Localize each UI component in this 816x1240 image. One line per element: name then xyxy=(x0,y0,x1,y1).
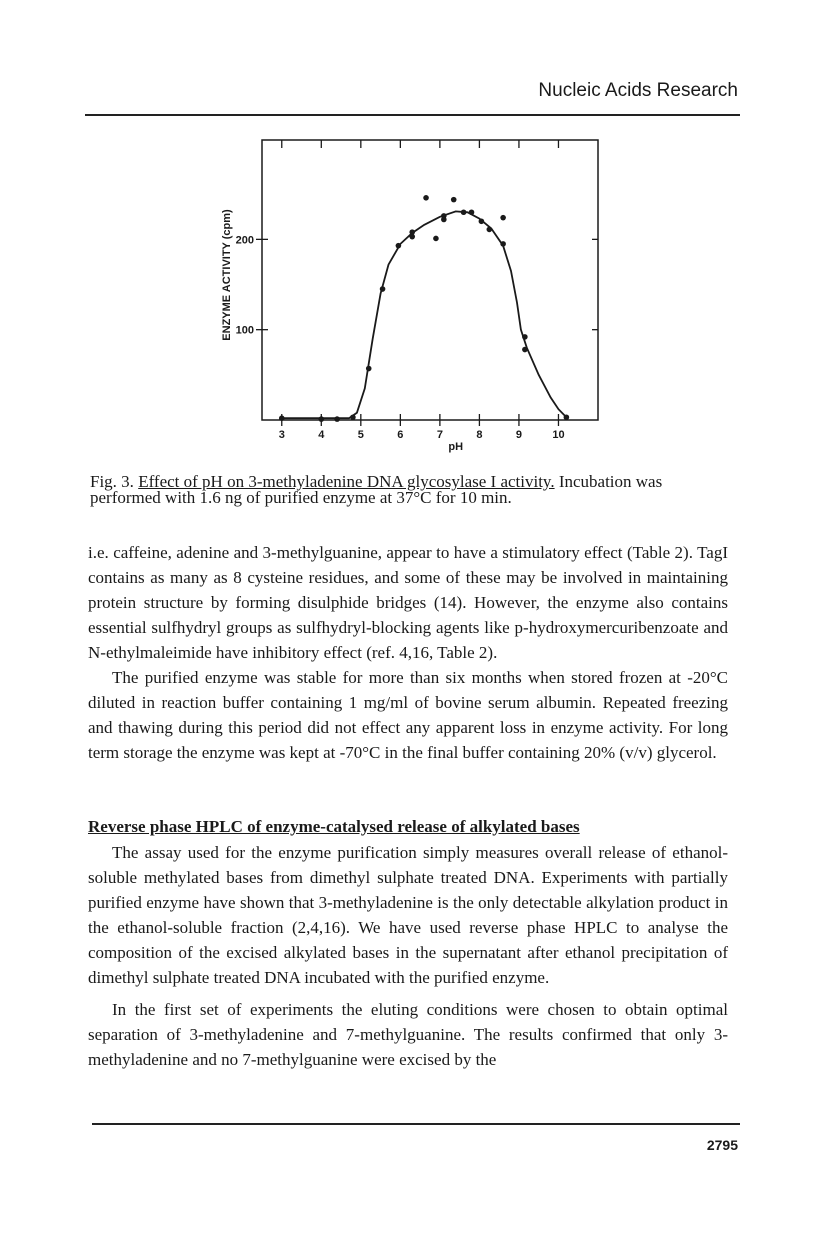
paragraph: i.e. caffeine, adenine and 3-methylguanine, appear to have a stimulatory effect (Table 2). TagI contains as many as 8 cysteine residues, and some of these may be involved in maintaining protein structure by forming disulphide bridges (14). However, the enzyme also contains essential sulfhydryl groups as sulfhydryl-blocking agents like p-hydroxymercuribenzoate and N-ethylmaleimide have inhibitory effect (ref. 4,16, Table 2). xyxy=(88,543,728,662)
fit-curve-group xyxy=(282,211,567,418)
data-point xyxy=(334,416,340,422)
x-tick-label: 8 xyxy=(476,429,483,441)
data-point xyxy=(409,229,415,235)
caption-label: Fig. 3. xyxy=(90,472,134,491)
journal-header: Nucleic Acids Research xyxy=(538,80,738,101)
figure-caption xyxy=(90,474,730,506)
fit-curve xyxy=(282,211,567,418)
data-point xyxy=(469,209,475,215)
caption-text: Incubation was performed with 1.6 ng of purified enzyme at 37°C for 10 min. xyxy=(90,472,663,507)
data-point xyxy=(318,416,324,422)
paragraph: The purified enzyme was stable for more than six months when stored frozen at -20°C diluted in reaction buffer containing 1 mg/ml of bovine serum albumin. Repeated freezing and thawing during this period did not effect any apparent loss in enzyme activity. For long term storage the enzyme was kept at -70°C in the final buffer containing 20% (v/v) glycerol. xyxy=(88,668,728,762)
section-heading: Reverse phase HPLC of enzyme-catalysed release of alkylated bases xyxy=(88,817,580,836)
data-point xyxy=(564,414,570,420)
plot-frame xyxy=(262,140,598,420)
page-number: 2795 xyxy=(706,1137,738,1153)
y-axis-label: ENZYME ACTIVITY (cpm) xyxy=(221,209,233,341)
data-point xyxy=(522,334,528,340)
data-point xyxy=(461,209,467,215)
data-point xyxy=(380,286,386,292)
x-tick-label: 10 xyxy=(552,429,565,441)
data-point xyxy=(486,227,492,233)
data-point xyxy=(396,243,402,249)
data-point xyxy=(500,241,506,247)
x-tick-label: 3 xyxy=(278,429,285,441)
x-tick-label: 6 xyxy=(397,429,404,441)
data-point xyxy=(441,217,447,223)
paragraph: The assay used for the enzyme purification simply measures overall release of ethanol-soluble methylated bases from dimethyl sulphate treated DNA. Experiments with partially purified enzyme have shown that 3-methyladenine is the only detectable alkylation product in the ethanol-soluble fraction (2,4,16). We have used reverse phase HPLC to analyse the composition of the excised alkylated bases in the supernatant after ethanol precipitation of dimethyl sulphate treated DNA incubated with the purified enzyme. xyxy=(88,843,728,987)
figure-3-chart xyxy=(0,0,816,480)
x-tick-label: 7 xyxy=(436,429,443,441)
body-block-1 xyxy=(88,540,728,765)
data-point xyxy=(433,236,439,242)
footer-rule xyxy=(92,1123,740,1125)
data-point xyxy=(479,218,485,224)
chart-frame xyxy=(262,140,598,420)
data-point xyxy=(522,347,528,353)
data-points-group xyxy=(279,195,569,422)
x-tick-label: 4 xyxy=(318,429,325,441)
data-point xyxy=(279,415,285,421)
data-point xyxy=(500,215,506,221)
chart-ticks xyxy=(236,140,598,441)
data-point xyxy=(350,414,356,420)
data-point xyxy=(451,197,457,203)
x-tick-label: 9 xyxy=(515,429,523,441)
data-point xyxy=(366,366,372,372)
y-tick-label: 200 xyxy=(235,234,254,247)
y-tick-label: 100 xyxy=(235,324,254,337)
paragraph: In the first set of experiments the eluting conditions were chosen to obtain optimal separation of 3-methyladenine and 7-methylguanine. The results confirmed that only 3-methyladenine and no 7-methylguanine were excised by the xyxy=(88,1000,728,1069)
caption-title: Effect of pH on 3-methyladenine DNA glycosylase I activity. xyxy=(138,472,555,491)
body-block-2 xyxy=(88,840,728,1072)
x-tick-label: 5 xyxy=(357,429,364,441)
x-axis-label: pH xyxy=(448,441,464,453)
data-point xyxy=(423,195,429,201)
